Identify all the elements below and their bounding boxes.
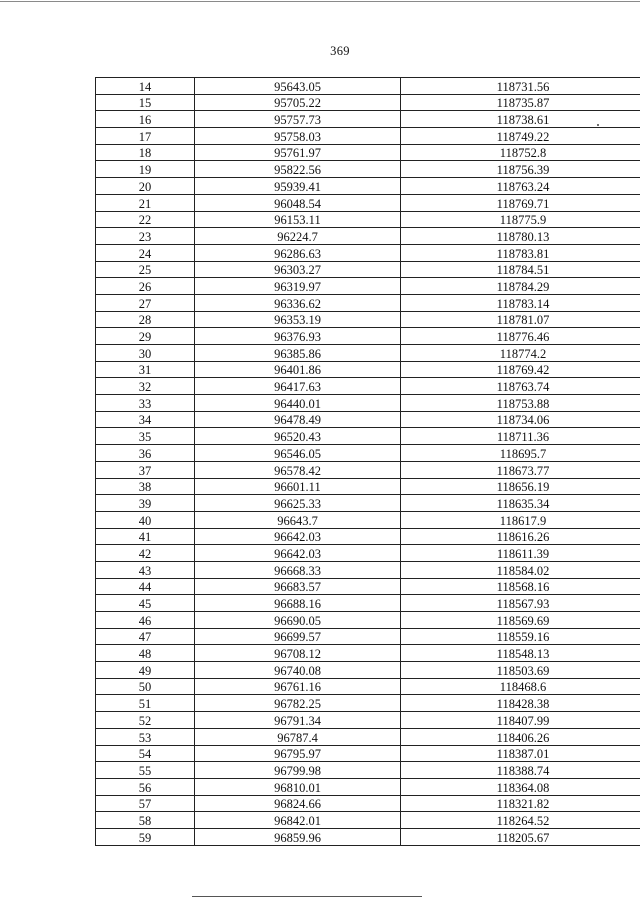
row-index-cell: 17 xyxy=(96,128,195,145)
table-row xyxy=(96,395,640,412)
x-coordinate-cell: 96153.11 xyxy=(195,211,401,228)
table-row xyxy=(96,111,640,128)
y-coordinate-cell: 118364.08 xyxy=(401,778,640,795)
row-index-cell: 38 xyxy=(96,478,195,495)
x-coordinate-cell: 95757.73 xyxy=(195,111,401,128)
table-row xyxy=(96,495,640,512)
y-coordinate-cell: 118584.02 xyxy=(401,561,640,578)
coordinate-table xyxy=(95,77,640,846)
row-index-cell: 47 xyxy=(96,628,195,645)
row-index-cell: 55 xyxy=(96,762,195,779)
y-coordinate-cell: 118695.7 xyxy=(401,445,640,462)
table-row xyxy=(96,94,640,111)
table-row xyxy=(96,461,640,478)
x-coordinate-cell: 96688.16 xyxy=(195,595,401,612)
table-row xyxy=(96,762,640,779)
table-row xyxy=(96,712,640,729)
row-index-cell: 46 xyxy=(96,612,195,629)
row-index-cell: 32 xyxy=(96,378,195,395)
x-coordinate-cell: 96782.25 xyxy=(195,695,401,712)
table-row xyxy=(96,628,640,645)
row-index-cell: 31 xyxy=(96,361,195,378)
table-row xyxy=(96,511,640,528)
y-coordinate-cell: 118734.06 xyxy=(401,411,640,428)
y-coordinate-cell: 118769.42 xyxy=(401,361,640,378)
table-row xyxy=(96,662,640,679)
row-index-cell: 59 xyxy=(96,828,195,845)
x-coordinate-cell: 96740.08 xyxy=(195,662,401,679)
table-row xyxy=(96,78,640,95)
table-row xyxy=(96,795,640,812)
x-coordinate-cell: 96601.11 xyxy=(195,478,401,495)
row-index-cell: 14 xyxy=(96,78,195,95)
table-row xyxy=(96,612,640,629)
y-coordinate-cell: 118756.39 xyxy=(401,161,640,178)
y-coordinate-cell: 118567.93 xyxy=(401,595,640,612)
table-row xyxy=(96,194,640,211)
table-row xyxy=(96,478,640,495)
table-row xyxy=(96,561,640,578)
row-index-cell: 24 xyxy=(96,244,195,261)
x-coordinate-cell: 96520.43 xyxy=(195,428,401,445)
row-index-cell: 35 xyxy=(96,428,195,445)
x-coordinate-cell: 96643.7 xyxy=(195,511,401,528)
row-index-cell: 30 xyxy=(96,345,195,362)
row-index-cell: 33 xyxy=(96,395,195,412)
x-coordinate-cell: 95822.56 xyxy=(195,161,401,178)
x-coordinate-cell: 96376.93 xyxy=(195,328,401,345)
bottom-rule-line xyxy=(192,896,422,897)
row-index-cell: 25 xyxy=(96,261,195,278)
row-index-cell: 18 xyxy=(96,144,195,161)
row-index-cell: 42 xyxy=(96,545,195,562)
row-index-cell: 28 xyxy=(96,311,195,328)
row-index-cell: 39 xyxy=(96,495,195,512)
y-coordinate-cell: 118406.26 xyxy=(401,728,640,745)
y-coordinate-cell: 118635.34 xyxy=(401,495,640,512)
table-row xyxy=(96,745,640,762)
table-row xyxy=(96,595,640,612)
row-index-cell: 56 xyxy=(96,778,195,795)
row-index-cell: 43 xyxy=(96,561,195,578)
row-index-cell: 50 xyxy=(96,678,195,695)
x-coordinate-cell: 96642.03 xyxy=(195,528,401,545)
x-coordinate-cell: 96642.03 xyxy=(195,545,401,562)
y-coordinate-cell: 118407.99 xyxy=(401,712,640,729)
x-coordinate-cell: 96625.33 xyxy=(195,495,401,512)
x-coordinate-cell: 96286.63 xyxy=(195,244,401,261)
row-index-cell: 58 xyxy=(96,812,195,829)
x-coordinate-cell: 96353.19 xyxy=(195,311,401,328)
x-coordinate-cell: 96401.86 xyxy=(195,361,401,378)
y-coordinate-cell: 118753.88 xyxy=(401,395,640,412)
y-coordinate-cell: 118468.6 xyxy=(401,678,640,695)
y-coordinate-cell: 118774.2 xyxy=(401,345,640,362)
x-coordinate-cell: 95643.05 xyxy=(195,78,401,95)
table-row xyxy=(96,261,640,278)
table-row xyxy=(96,345,640,362)
y-coordinate-cell: 118752.8 xyxy=(401,144,640,161)
row-index-cell: 34 xyxy=(96,411,195,428)
coordinate-table-body xyxy=(96,78,640,846)
table-row xyxy=(96,278,640,295)
table-row xyxy=(96,545,640,562)
row-index-cell: 41 xyxy=(96,528,195,545)
row-index-cell: 45 xyxy=(96,595,195,612)
y-coordinate-cell: 118749.22 xyxy=(401,128,640,145)
y-coordinate-cell: 118763.24 xyxy=(401,178,640,195)
y-coordinate-cell: 118784.29 xyxy=(401,278,640,295)
table-row xyxy=(96,378,640,395)
row-index-cell: 57 xyxy=(96,795,195,812)
table-row xyxy=(96,411,640,428)
x-coordinate-cell: 96385.86 xyxy=(195,345,401,362)
table-row xyxy=(96,695,640,712)
x-coordinate-cell: 96699.57 xyxy=(195,628,401,645)
table-row xyxy=(96,578,640,595)
table-row xyxy=(96,361,640,378)
row-index-cell: 19 xyxy=(96,161,195,178)
y-coordinate-cell: 118264.52 xyxy=(401,812,640,829)
table-row xyxy=(96,645,640,662)
table-row xyxy=(96,778,640,795)
x-coordinate-cell: 96810.01 xyxy=(195,778,401,795)
x-coordinate-cell: 96578.42 xyxy=(195,461,401,478)
table-row xyxy=(96,128,640,145)
row-index-cell: 40 xyxy=(96,511,195,528)
row-index-cell: 22 xyxy=(96,211,195,228)
table-row xyxy=(96,178,640,195)
y-coordinate-cell: 118617.9 xyxy=(401,511,640,528)
y-coordinate-cell: 118780.13 xyxy=(401,228,640,245)
row-index-cell: 52 xyxy=(96,712,195,729)
table-row xyxy=(96,294,640,311)
x-coordinate-cell: 96224.7 xyxy=(195,228,401,245)
y-coordinate-cell: 118569.69 xyxy=(401,612,640,629)
table-row xyxy=(96,244,640,261)
y-coordinate-cell: 118781.07 xyxy=(401,311,640,328)
y-coordinate-cell: 118769.71 xyxy=(401,194,640,211)
x-coordinate-cell: 96859.96 xyxy=(195,828,401,845)
y-coordinate-cell: 118784.51 xyxy=(401,261,640,278)
row-index-cell: 54 xyxy=(96,745,195,762)
row-index-cell: 15 xyxy=(96,94,195,111)
row-index-cell: 20 xyxy=(96,178,195,195)
y-coordinate-cell: 118548.13 xyxy=(401,645,640,662)
x-coordinate-cell: 96799.98 xyxy=(195,762,401,779)
x-coordinate-cell: 96336.62 xyxy=(195,294,401,311)
y-coordinate-cell: 118503.69 xyxy=(401,662,640,679)
y-coordinate-cell: 118783.81 xyxy=(401,244,640,261)
x-coordinate-cell: 96690.05 xyxy=(195,612,401,629)
x-coordinate-cell: 96546.05 xyxy=(195,445,401,462)
x-coordinate-cell: 96824.66 xyxy=(195,795,401,812)
x-coordinate-cell: 96787.4 xyxy=(195,728,401,745)
table-row xyxy=(96,678,640,695)
row-index-cell: 44 xyxy=(96,578,195,595)
row-index-cell: 53 xyxy=(96,728,195,745)
table-row xyxy=(96,211,640,228)
row-index-cell: 49 xyxy=(96,662,195,679)
y-coordinate-cell: 118763.74 xyxy=(401,378,640,395)
x-coordinate-cell: 95705.22 xyxy=(195,94,401,111)
y-coordinate-cell: 118731.56 xyxy=(401,78,640,95)
table-row xyxy=(96,228,640,245)
x-coordinate-cell: 96417.63 xyxy=(195,378,401,395)
table-row xyxy=(96,445,640,462)
row-index-cell: 48 xyxy=(96,645,195,662)
table-row xyxy=(96,828,640,845)
y-coordinate-cell: 118559.16 xyxy=(401,628,640,645)
row-index-cell: 37 xyxy=(96,461,195,478)
row-index-cell: 51 xyxy=(96,695,195,712)
y-coordinate-cell: 118776.46 xyxy=(401,328,640,345)
table-row xyxy=(96,728,640,745)
y-coordinate-cell: 118611.39 xyxy=(401,545,640,562)
y-coordinate-cell: 118673.77 xyxy=(401,461,640,478)
y-coordinate-cell: 118388.74 xyxy=(401,762,640,779)
row-index-cell: 21 xyxy=(96,194,195,211)
row-index-cell: 27 xyxy=(96,294,195,311)
row-index-cell: 26 xyxy=(96,278,195,295)
y-coordinate-cell: 118711.36 xyxy=(401,428,640,445)
y-coordinate-cell: 118616.26 xyxy=(401,528,640,545)
row-index-cell: 36 xyxy=(96,445,195,462)
y-coordinate-cell: 118775.9 xyxy=(401,211,640,228)
x-coordinate-cell: 95761.97 xyxy=(195,144,401,161)
x-coordinate-cell: 95939.41 xyxy=(195,178,401,195)
y-coordinate-cell: 118321.82 xyxy=(401,795,640,812)
x-coordinate-cell: 96048.54 xyxy=(195,194,401,211)
y-coordinate-cell: 118568.16 xyxy=(401,578,640,595)
x-coordinate-cell: 96761.16 xyxy=(195,678,401,695)
table-row xyxy=(96,328,640,345)
page-number: 369 xyxy=(330,44,350,58)
table-row xyxy=(96,812,640,829)
x-coordinate-cell: 96791.34 xyxy=(195,712,401,729)
y-coordinate-cell: 118656.19 xyxy=(401,478,640,495)
y-coordinate-cell: 118387.01 xyxy=(401,745,640,762)
x-coordinate-cell: 96683.57 xyxy=(195,578,401,595)
table-row xyxy=(96,528,640,545)
x-coordinate-cell: 96795.97 xyxy=(195,745,401,762)
table-row xyxy=(96,428,640,445)
x-coordinate-cell: 96708.12 xyxy=(195,645,401,662)
table-row xyxy=(96,311,640,328)
top-border-line xyxy=(0,1,640,2)
x-coordinate-cell: 95758.03 xyxy=(195,128,401,145)
x-coordinate-cell: 96319.97 xyxy=(195,278,401,295)
x-coordinate-cell: 96668.33 xyxy=(195,561,401,578)
x-coordinate-cell: 96303.27 xyxy=(195,261,401,278)
row-index-cell: 16 xyxy=(96,111,195,128)
y-coordinate-cell: 118735.87 xyxy=(401,94,640,111)
row-index-cell: 29 xyxy=(96,328,195,345)
y-coordinate-cell: 118205.67 xyxy=(401,828,640,845)
row-index-cell: 23 xyxy=(96,228,195,245)
y-coordinate-cell: 118428.38 xyxy=(401,695,640,712)
y-coordinate-cell: 118783.14 xyxy=(401,294,640,311)
x-coordinate-cell: 96440.01 xyxy=(195,395,401,412)
table-row xyxy=(96,161,640,178)
x-coordinate-cell: 96842.01 xyxy=(195,812,401,829)
table-row xyxy=(96,144,640,161)
y-coordinate-cell: 118738.61 xyxy=(401,111,640,128)
x-coordinate-cell: 96478.49 xyxy=(195,411,401,428)
